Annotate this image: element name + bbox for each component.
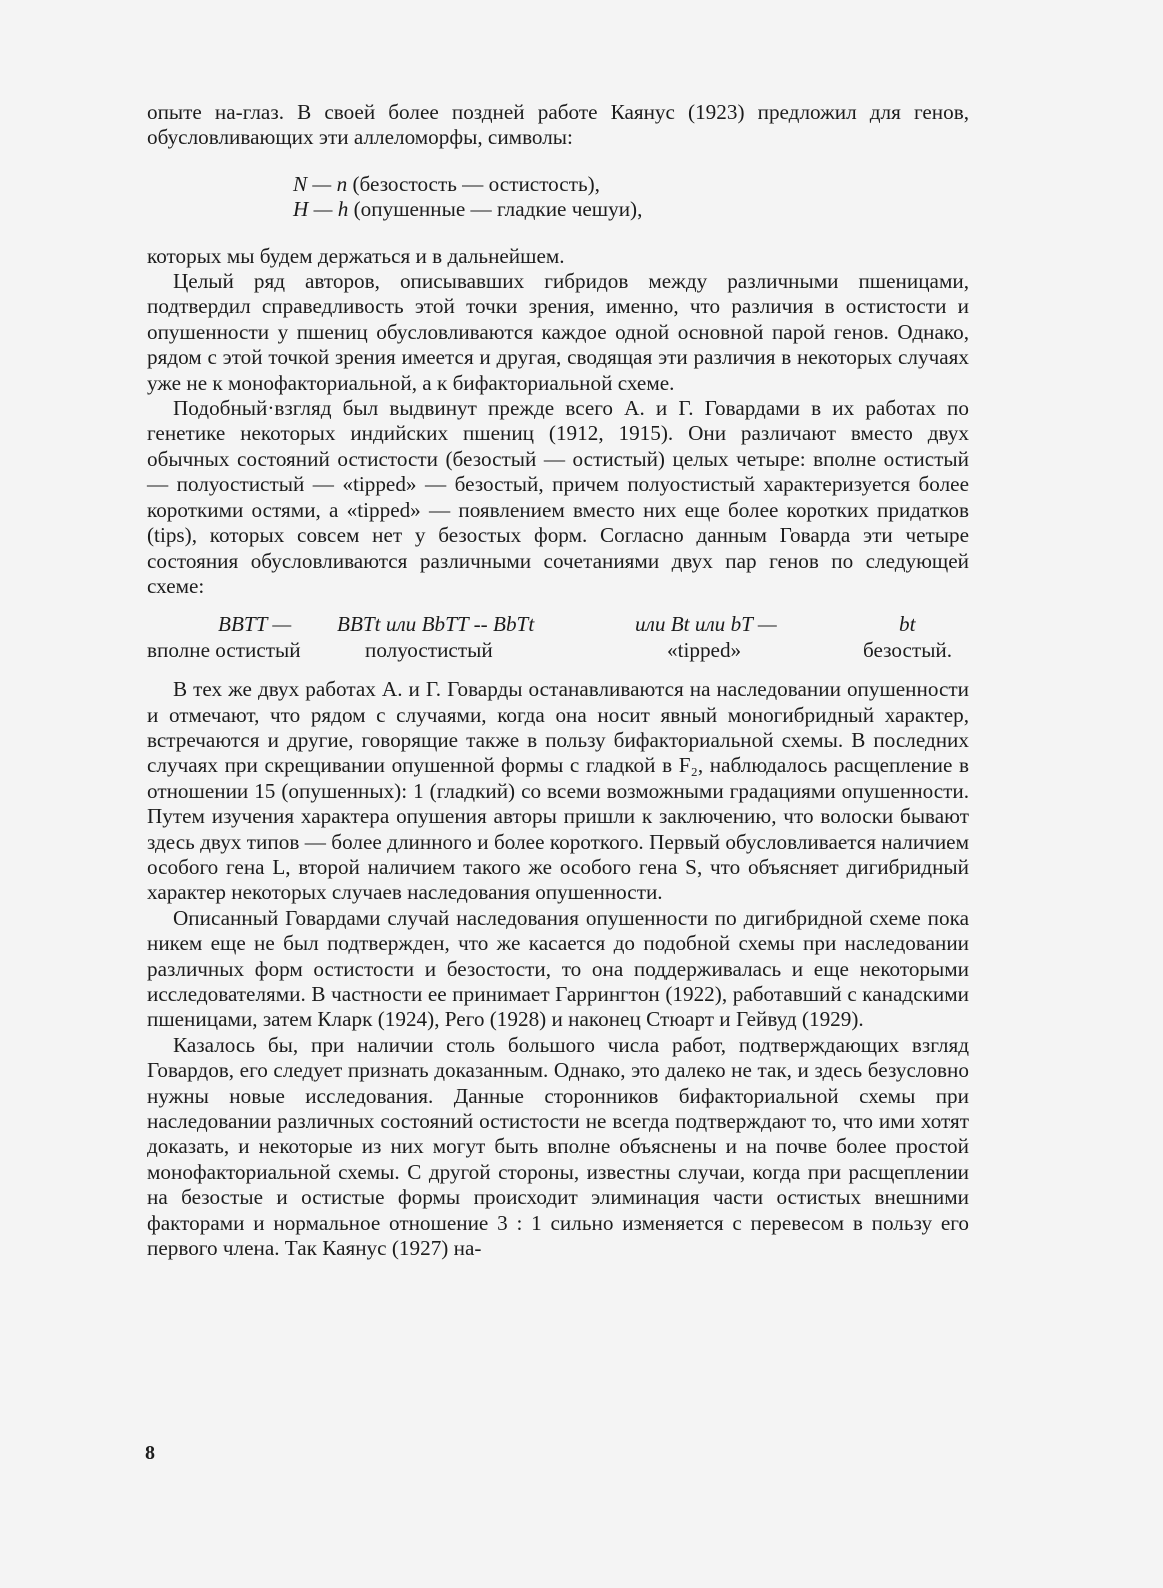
paragraph-continuation: опыте на-глаз. В своей более поздней работе Каянус (1923) предложил для генов, обусловливающих эти аллеломорфы, символы:: [147, 100, 969, 150]
genotype-tipped: или Bt или bT —: [635, 612, 777, 637]
howard-gene-scheme: [147, 612, 969, 663]
formula-meaning-awns: (безостость — остистость),: [352, 171, 600, 196]
paragraph: Целый ряд авторов, описывавших гибридов между различными пшеницами, подтвердил справедливость этой точки зрения, именно, что различия в остистости и опушенности у пшениц обусловливаются каждое одной основной парой генов. Однако, рядом с этой точкой зрения имеется и другая, сводящая эти различия в некоторых случаях уже не к монофакториальной, а к бифакториальной схеме.: [147, 269, 969, 395]
formula-meaning-hairiness: (опушенные — гладкие чешуи),: [353, 197, 643, 222]
scheme-genotype-row: [147, 612, 969, 637]
paragraph: Подобный·взгляд был выдвинут прежде всего А. и Г. Говардами в их работах по генетике некоторых индийских пшениц (1912, 1915). Они различают вместо двух обычных состояний остистости (безостый — остистый) целых четыре: вполне остистый — полуостистый — «tipped» — безостый, причем полуостистый характеризуется более короткими остями, а «tipped» — появлением вместо них еще более коротких придатков (tips), которых совсем нет у безостых форм. Согласно данным Говарда эти четыре состояния обусловливаются различными сочетаниями двух пар генов по следующей схеме:: [147, 396, 969, 598]
paragraph: Казалось бы, при наличии столь большого числа работ, подтверждающих взгляд Говардов, его следует признать доказанным. Однако, это далеко не так, и здесь безусловно нужны новые исследования. Данные сторонников бифакториальной схемы при наследовании различных состояний остистости не всегда подтверждают то, что ими хотят доказать, и некоторые из них могут быть вполне объяснены и на почве более простой монофакториальной схемы. С другой стороны, известны случаи, когда при расщеплении на безостые и остистые формы происходит элиминация части остистых внешними факторами и нормальное отношение 3 : 1 сильно изменяется с перевесом в пользу его первого члена. Так Каянус (1927) на-: [147, 1032, 969, 1261]
phenotype-tipped: «tipped»: [667, 637, 742, 662]
scheme-phenotype-row: [147, 638, 969, 663]
phenotype-fully-awned: вполне остистый: [147, 637, 301, 662]
formula-symbol-n: N — n: [293, 171, 348, 196]
phenotype-awnless: безостый.: [863, 637, 953, 662]
phenotype-half-awned: полуостистый: [365, 637, 493, 662]
paragraph: В тех же двух работах А. и Г. Говарды останавливаются на наследовании опушенности и отмечают, что рядом с случаями, когда она носит явный моногибридный характер, встречаются и другие, говорящие также в пользу бифакториальной схемы. В последних случаях при скрещивании опушенной формы с гладкой в F₂, наблюдалось расщепление в отношении 15 (опушенных): 1 (гладкий) со всеми возможными градациями опушенности. Путем изучения характера опушения авторы пришли к заключению, что волоски бывают здесь двух типов — более длинного и более короткого. Первый обусловливается наличием особого гена L, второй наличием такого же особого гена S, что объясняет дигибридный характер некоторых случаев наследования опушенности.: [147, 677, 969, 905]
formula-symbol-h: H — h: [293, 197, 349, 222]
formula-line-hairiness: [293, 197, 969, 222]
genotype-half-awned: BBTt или BbTT -- BbTt: [337, 612, 535, 637]
paragraph: Описанный Говардами случай наследования опушенности по дигибридной схеме пока никем еще не был подтвержден, что же касается до подобной схемы при наследовании различных форм остистости и безостости, то она поддерживалась и еще некоторыми исследователями. В частности ее принимает Гаррингтон (1922), работавший с канадскими пшеницами, затем Кларк (1924), Рего (1928) и наконец Стюарт и Гейвуд (1929).: [147, 905, 969, 1032]
gene-symbols-formula: [293, 172, 969, 223]
body-text: [147, 100, 969, 1261]
paragraph-end: которых мы будем держаться и в дальнейшем.: [147, 243, 565, 268]
genotype-awnless: bt: [899, 612, 916, 637]
genotype-fully-awned: BBTT —: [218, 612, 292, 637]
formula-line-awns: [293, 172, 969, 197]
page-number: 8: [145, 1442, 155, 1464]
